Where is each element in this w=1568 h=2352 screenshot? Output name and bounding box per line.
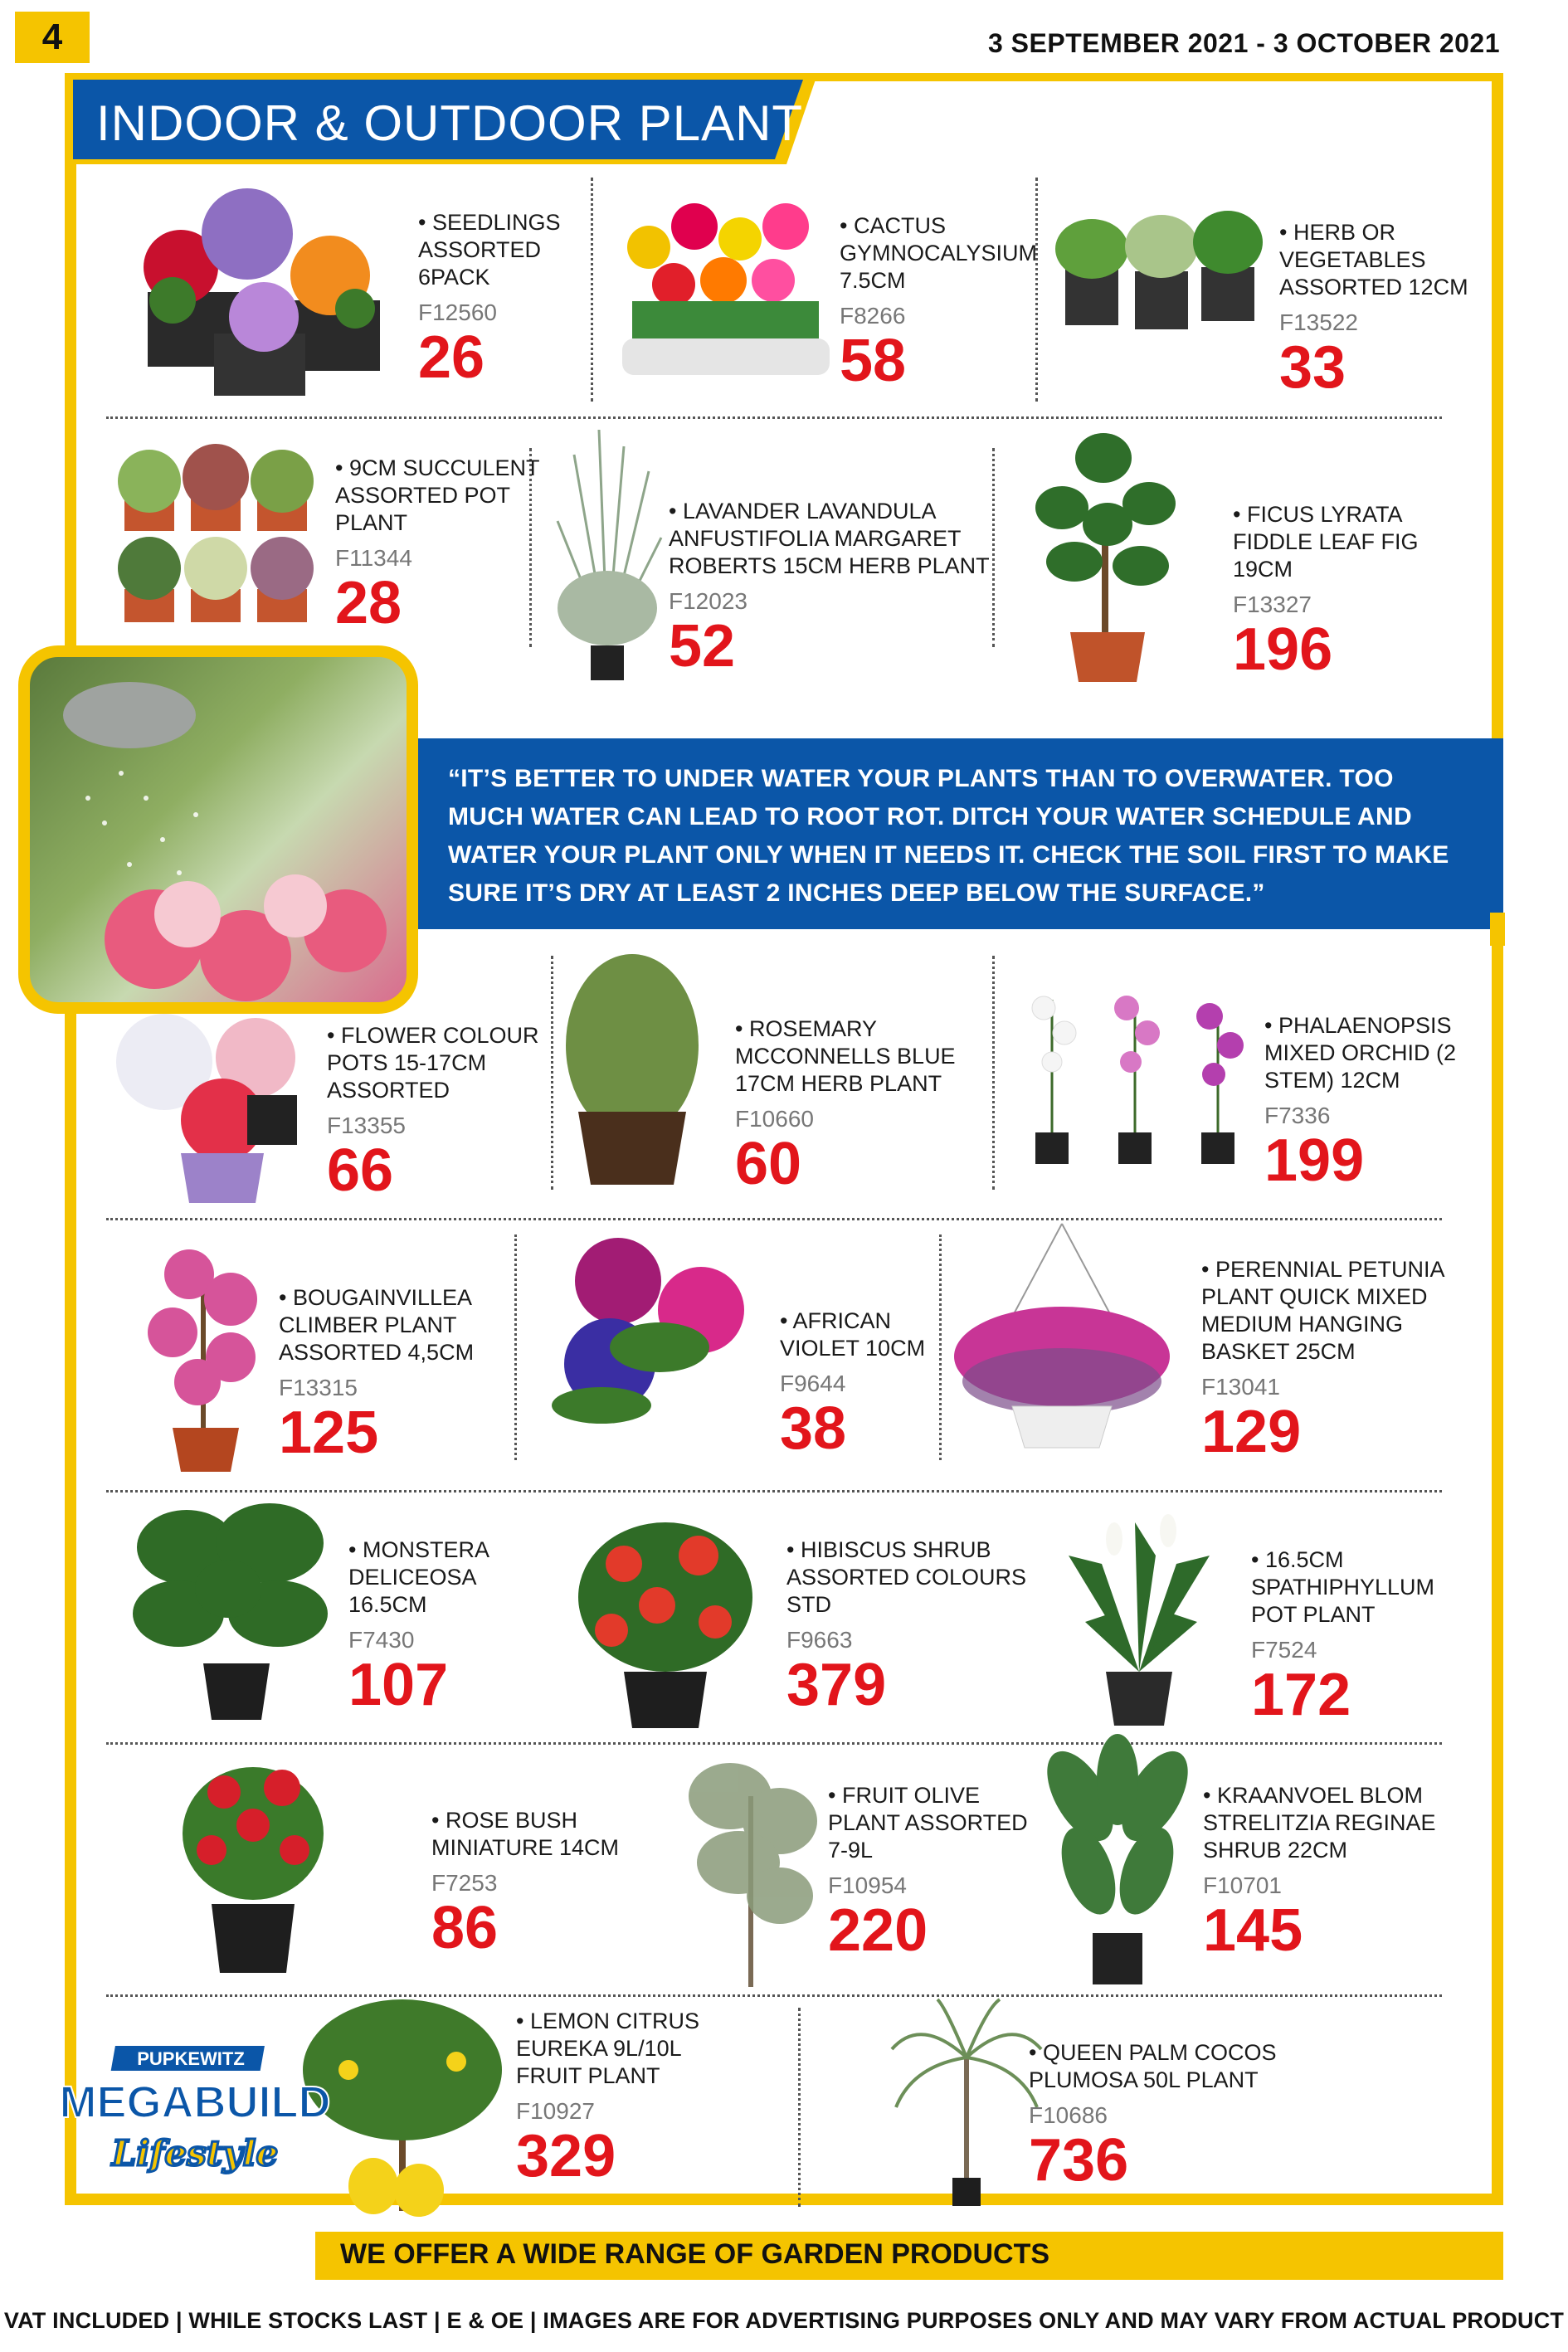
product-monstera xyxy=(348,1536,489,1718)
flower-colour-pots-image xyxy=(98,1012,315,1203)
hibiscus-image xyxy=(574,1514,757,1730)
product-rose-bush xyxy=(431,1807,620,1961)
succulents-image xyxy=(108,431,332,631)
olive-tree-image xyxy=(680,1746,821,1995)
product-code: F10954 xyxy=(828,1872,907,1898)
product-code: F12560 xyxy=(418,299,497,325)
divider xyxy=(106,1490,1442,1493)
logo-sub-text: Lifestyle xyxy=(111,2133,279,2174)
watering-can-photo xyxy=(18,645,418,1014)
product-code: F13315 xyxy=(279,1375,358,1400)
herb-vegetables-image xyxy=(1055,209,1263,334)
product-name: • PHALAENOPSIS MIXED ORCHID (2 STEM) 12CM xyxy=(1264,1013,1457,1093)
product-african-violet xyxy=(780,1307,926,1462)
product-cactus xyxy=(840,212,1038,394)
product-price: 379 xyxy=(786,1652,887,1718)
product-name: • ROSEMARY MCCONNELLS BLUE 17CM HERB PLANT xyxy=(735,1016,956,1096)
rose-bush-image xyxy=(174,1751,332,1975)
logo-top-text: PUPKEWITZ xyxy=(137,2048,245,2069)
product-bougainvillea xyxy=(279,1284,475,1466)
product-price: 58 xyxy=(840,328,907,394)
product-name: • FLOWER COLOUR POTS 15-17CM ASSORTED xyxy=(327,1023,539,1103)
petunia-basket-image xyxy=(946,1224,1178,1464)
divider xyxy=(992,956,995,1190)
divider xyxy=(591,178,593,402)
product-name: • 9CM SUCCULENT ASSORTED POT PLANT xyxy=(335,455,540,535)
divider xyxy=(939,1234,942,1460)
product-queen-palm xyxy=(1029,2039,1277,2194)
product-name: • FICUS LYRATA FIDDLE LEAF FIG 19CM xyxy=(1233,502,1419,582)
product-code: F7253 xyxy=(431,1870,498,1896)
product-name: • HIBISCUS SHRUB ASSORTED COLOURS STD xyxy=(786,1537,1027,1617)
product-ficus xyxy=(1233,501,1419,683)
product-price: 60 xyxy=(735,1131,802,1197)
product-code: F13041 xyxy=(1201,1374,1280,1400)
lavender-image xyxy=(541,421,674,687)
page-number: 4 xyxy=(15,12,90,63)
product-code: F8266 xyxy=(840,303,906,329)
logo-main-text: MEGABUILD xyxy=(59,2077,331,2127)
product-name: • PERENNIAL PETUNIA PLANT QUICK MIXED MEDIUM HANGING BASKET 25CM xyxy=(1201,1257,1445,1364)
product-code: F9644 xyxy=(780,1371,846,1396)
rosemary-image xyxy=(558,954,707,1186)
product-herb-vegetables xyxy=(1279,219,1468,401)
product-name: • FRUIT OLIVE PLANT ASSORTED 7-9L xyxy=(828,1783,1028,1863)
megabuild-logo xyxy=(59,2041,331,2199)
product-lavender xyxy=(669,498,990,679)
product-name: • AFRICAN VIOLET 10CM xyxy=(780,1308,926,1361)
fiddle-leaf-fig-image xyxy=(1037,425,1178,690)
divider xyxy=(106,416,1442,419)
product-price: 145 xyxy=(1203,1897,1303,1964)
orchid-image xyxy=(1019,983,1259,1166)
product-price: 199 xyxy=(1264,1127,1365,1194)
product-price: 736 xyxy=(1029,2127,1129,2194)
product-code: F13355 xyxy=(327,1113,406,1138)
watering-tip-banner xyxy=(415,738,1503,929)
divider xyxy=(992,448,995,647)
product-seedlings xyxy=(418,209,561,391)
banner-tab xyxy=(1490,913,1505,946)
watering-tip-quote: “IT’S BETTER TO UNDER WATER YOUR PLANTS THAN TO OVERWATER. TOO MUCH WATER CAN LEAD TO ROOT ROT. DITCH YOUR WATER SCHEDULE AND WATER YOUR PLANT ONLY WHEN IT NEEDS IT. CHECK THE SOIL FIRST TO MAKE SURE IT’S DRY AT LEAST 2 INCHES DEEP BELOW THE SURFACE.” xyxy=(448,765,1449,907)
product-olive xyxy=(828,1782,1028,1964)
product-price: 38 xyxy=(780,1395,847,1462)
product-lemon xyxy=(516,2008,699,2189)
garden-products-banner xyxy=(315,2232,1503,2280)
product-code: F7524 xyxy=(1251,1637,1317,1663)
product-code: F7336 xyxy=(1264,1103,1331,1128)
product-code: F12023 xyxy=(669,588,747,614)
product-name: • LAVANDER LAVANDULA ANFUSTIFOLIA MARGARET ROBERTS 15CM HERB PLANT xyxy=(669,499,990,578)
product-code: F10701 xyxy=(1203,1872,1282,1898)
product-code: F10927 xyxy=(516,2098,595,2124)
product-name: • ROSE BUSH MINIATURE 14CM xyxy=(431,1808,620,1860)
divider xyxy=(106,1742,1442,1745)
product-name: • MONSTERA DELICEOSA 16.5CM xyxy=(348,1537,489,1617)
product-price: 86 xyxy=(431,1895,499,1961)
product-price: 28 xyxy=(335,570,402,636)
cactus-image xyxy=(616,189,836,380)
product-price: 125 xyxy=(279,1400,379,1466)
product-name: • LEMON CITRUS EUREKA 9L/10L FRUIT PLANT xyxy=(516,2009,699,2088)
product-price: 220 xyxy=(828,1897,928,1964)
product-name: • KRAANVOEL BLOM STRELITZIA REGINAE SHRUB 22CM xyxy=(1203,1783,1436,1863)
product-code: F13522 xyxy=(1279,309,1358,335)
product-price: 329 xyxy=(516,2123,616,2189)
monstera-image xyxy=(129,1497,336,1721)
product-code: F13327 xyxy=(1233,592,1312,617)
page-title: INDOOR & OUTDOOR PLANTS xyxy=(96,95,838,151)
product-price: 52 xyxy=(669,613,736,679)
title-banner xyxy=(73,80,838,164)
date-range: 3 SEPTEMBER 2021 - 3 OCTOBER 2021 xyxy=(987,28,1500,58)
product-succulent xyxy=(335,455,540,636)
product-price: 107 xyxy=(348,1652,449,1718)
product-price: 33 xyxy=(1279,334,1346,401)
divider xyxy=(514,1234,517,1460)
product-code: F7430 xyxy=(348,1627,415,1653)
footer-disclaimer: VAT INCLUDED | WHILE STOCKS LAST | E & OE | IMAGES ARE FOR ADVERTISING PURPOSES ONLY AND MAY VARY FROM ACTUAL PRODUCT xyxy=(3,2308,1565,2333)
product-name: • CACTUS GYMNOCALYSIUM 7.5CM xyxy=(840,213,1038,293)
product-name: • QUEEN PALM COCOS PLUMOSA 50L PLANT xyxy=(1029,2040,1277,2092)
product-hibiscus xyxy=(786,1536,1027,1718)
seedlings-image xyxy=(123,176,405,400)
product-name: • SEEDLINGS ASSORTED 6PACK xyxy=(418,210,561,290)
product-name: • HERB OR VEGETABLES ASSORTED 12CM xyxy=(1279,220,1468,299)
logo-mark xyxy=(59,2041,331,2199)
product-price: 66 xyxy=(327,1137,394,1204)
divider xyxy=(106,1218,1442,1220)
product-rosemary xyxy=(735,1015,956,1197)
product-code: F10660 xyxy=(735,1106,814,1132)
product-spathiphyllum xyxy=(1251,1546,1435,1728)
product-price: 26 xyxy=(418,324,485,391)
product-name: • BOUGAINVILLEA CLIMBER PLANT ASSORTED 4,5CM xyxy=(279,1285,475,1365)
product-strelitzia xyxy=(1203,1782,1436,1964)
product-petunia xyxy=(1201,1256,1445,1465)
product-orchid xyxy=(1264,1012,1457,1194)
product-price: 172 xyxy=(1251,1662,1351,1728)
bougainvillea-image xyxy=(139,1241,272,1473)
queen-palm-image xyxy=(888,1999,1045,2207)
strelitzia-image xyxy=(1047,1746,1188,1987)
product-code: F11344 xyxy=(335,545,412,571)
product-price: 129 xyxy=(1201,1399,1302,1465)
product-price: 196 xyxy=(1233,616,1333,683)
garden-products-text: WE OFFER A WIDE RANGE OF GARDEN PRODUCTS xyxy=(340,2238,1050,2270)
product-flower-colour-pots xyxy=(327,1022,539,1204)
watering-can-illustration xyxy=(30,657,407,1002)
divider xyxy=(798,2008,801,2207)
spathiphyllum-image xyxy=(1052,1506,1226,1730)
african-violet-image xyxy=(552,1231,759,1430)
product-code: F10686 xyxy=(1029,2102,1108,2128)
divider xyxy=(551,956,553,1190)
product-name: • 16.5CM SPATHIPHYLLUM POT PLANT xyxy=(1251,1547,1435,1627)
product-code: F9663 xyxy=(786,1627,853,1653)
